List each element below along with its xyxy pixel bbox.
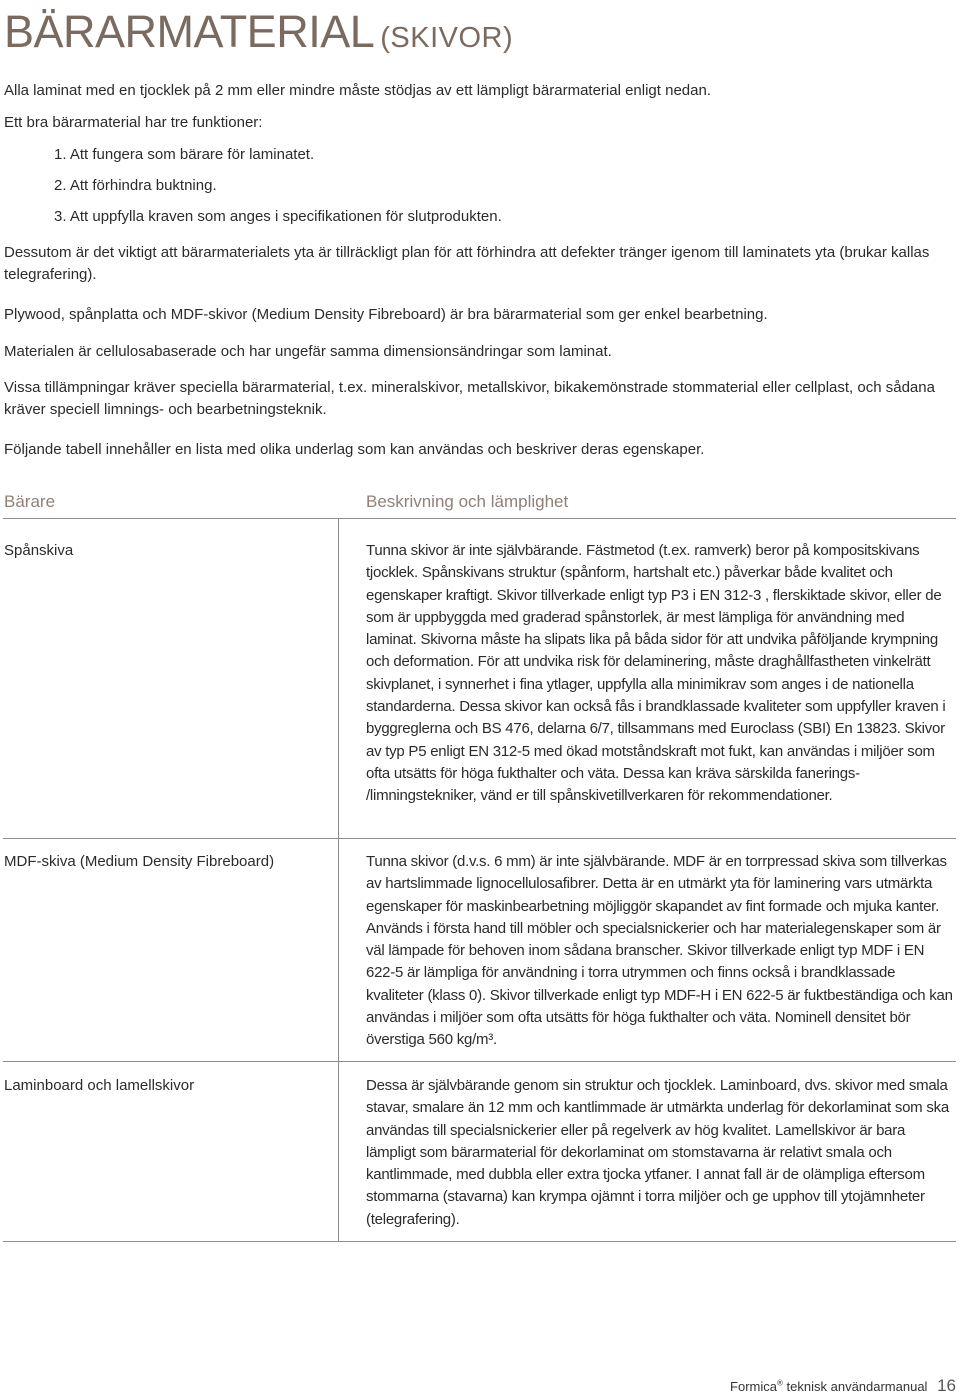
intro-paragraph-6: Vissa tillämpningar kräver speciella bärarmaterial, t.ex. mineralskivor, metallskivor, bikakemönstrade stommaterial eller cellplast, och sådana kräver speciell limnings- och bearbetningsteknik. [4,379,935,418]
intro-paragraph-7: Följande tabell innehåller en lista med olika underlag som kan användas och beskriver deras egenskaper. [4,441,705,458]
row-desc-spanskiva: Tunna skivor är inte självbärande. Fästmetod (t.ex. ramverk) beror på kompositskivans tjocklek. Spånskivans struktur (spånform, hartshalt etc.) påverkar både kvalitet och egenskaper kraftigt. Skivor tillverkade enligt typ P3 i EN 312-3 , flerskiktade skivor, eller de som är uppbyggda med graderad spånstorlek, är mest lämpliga för användning med laminat. Skivorna måste ha slipats lika på båda sidor för att undvika påföljande krympning och deformation. För att undvika risk för delaminering, måste draghållfastheten vinkelrätt skivplanet, i synnerhet i fina ytlager, uppfylla alla minimikrav som anges i de nationella standarderna. Dessa skivor kan också fås i brandklassade kvaliteter som uppfyller kraven i byggreglerna och BS 476, delarna 6/7, tillsammans med Euroclass (SBI) En 13823. Skivor av typ P5 enligt EN 312-5 med ökad motståndskraft mot fukt, kan användas i miljöer som ofta utsätts för höga fukthalter och väta. Dessa kan kräva särskilda fanerings- /limningstekniker, vänd er till spånskivetillverkaren för rekommendationer. [366,542,946,805]
table-header-carrier: Bärare [4,492,56,511]
row-name-mdf: MDF-skiva (Medium Density Fibreboard) [4,853,275,870]
title-main: BÄRARMATERIAL [4,6,375,57]
footer-text: teknisk användarmanual [786,1379,928,1394]
intro-paragraph-5: Materialen är cellulosabaserade och har ungefär samma dimensionsändringar som laminat. [4,343,612,360]
list-item: 1. Att fungera som bärare för laminatet. [54,146,315,163]
registered-mark: ® [777,1378,783,1388]
row-desc-laminboard: Dessa är självbärande genom sin struktur och tjocklek. Laminboard, dvs. skivor med smala stavar, smalare än 12 mm och kantlimmade är utmärkta underlag för dekorlaminat som ska användas till specialsnickerier eller på regelverk av hög kvalitet. Lamellskivor är bara lämpligt som bärarmaterial för dekorlaminat om stomstavarna är relativt smala och kantlimmade, med dubbla eller extra tjocka ytfaner. I annat fall är de olämpliga eftersom stommarna (stavarna) kan krympa ojämnt i torra miljöer och ge upphov till ytojämnheter (telegrafering). [366,1077,949,1228]
list-item: 2. Att förhindra buktning. [54,177,217,194]
table-header-description: Beskrivning och lämplighet [366,492,569,511]
intro-paragraph-4: Plywood, spånplatta och MDF-skivor (Medium Density Fibreboard) är bra bärarmaterial som ger enkel bearbetning. [4,306,768,323]
page-title [4,6,513,58]
intro-paragraph-1: Alla laminat med en tjocklek på 2 mm eller mindre måste stödjas av ett lämpligt bärarmaterial enligt nedan. [4,82,711,99]
page-number: 16 [937,1376,956,1395]
page-footer [730,1376,956,1396]
row-desc-mdf: Tunna skivor (d.v.s. 6 mm) är inte självbärande. MDF är en torrpressad skiva som tillverkas av hartslimmade lignocellulosafibrer. Detta är en utmärkt yta för laminering vars utmärkta egenskaper för maskinbearbetning möjliggör skapandet av fint formade och mjuka kanter. Används i första hand till möbler och specialsnickerier och har materialegenskaper som är väl lämpade för behoven inom sådana branscher. Skivor tillverkade enligt typ MDF i EN 622-5 är lämpliga för användning i torra utrymmen och finns också i brandklassade kvaliteter (klass 0). Skivor tillverkade enligt typ MDF-H i EN 622-5 är fuktbeständiga och kan användas i miljöer som ofta utsätts för höga fukthalter och väta. Nominell densitet bör överstiga 560 kg/m³. [366,853,953,1049]
table-column-divider [338,518,339,1242]
list-item: 3. Att uppfylla kraven som anges i specifikationen för slutprodukten. [54,208,502,225]
row-name-laminboard: Laminboard och lamellskivor [4,1077,195,1094]
intro-paragraph-2: Ett bra bärarmaterial har tre funktioner: [4,114,263,131]
table-divider [3,518,956,519]
table-divider [3,1061,956,1062]
intro-paragraph-3: Dessutom är det viktigt att bärarmaterialets yta är tillräckligt plan för att förhindra att defekter tränger igenom till laminatets yta (brukar kallas telegrafering). [4,244,930,283]
table-divider [3,838,956,839]
footer-brand: Formica [730,1379,777,1394]
table-divider [3,1241,956,1242]
row-name-spanskiva: Spånskiva [4,542,74,559]
title-subtitle: (SKIVOR) [380,22,514,54]
